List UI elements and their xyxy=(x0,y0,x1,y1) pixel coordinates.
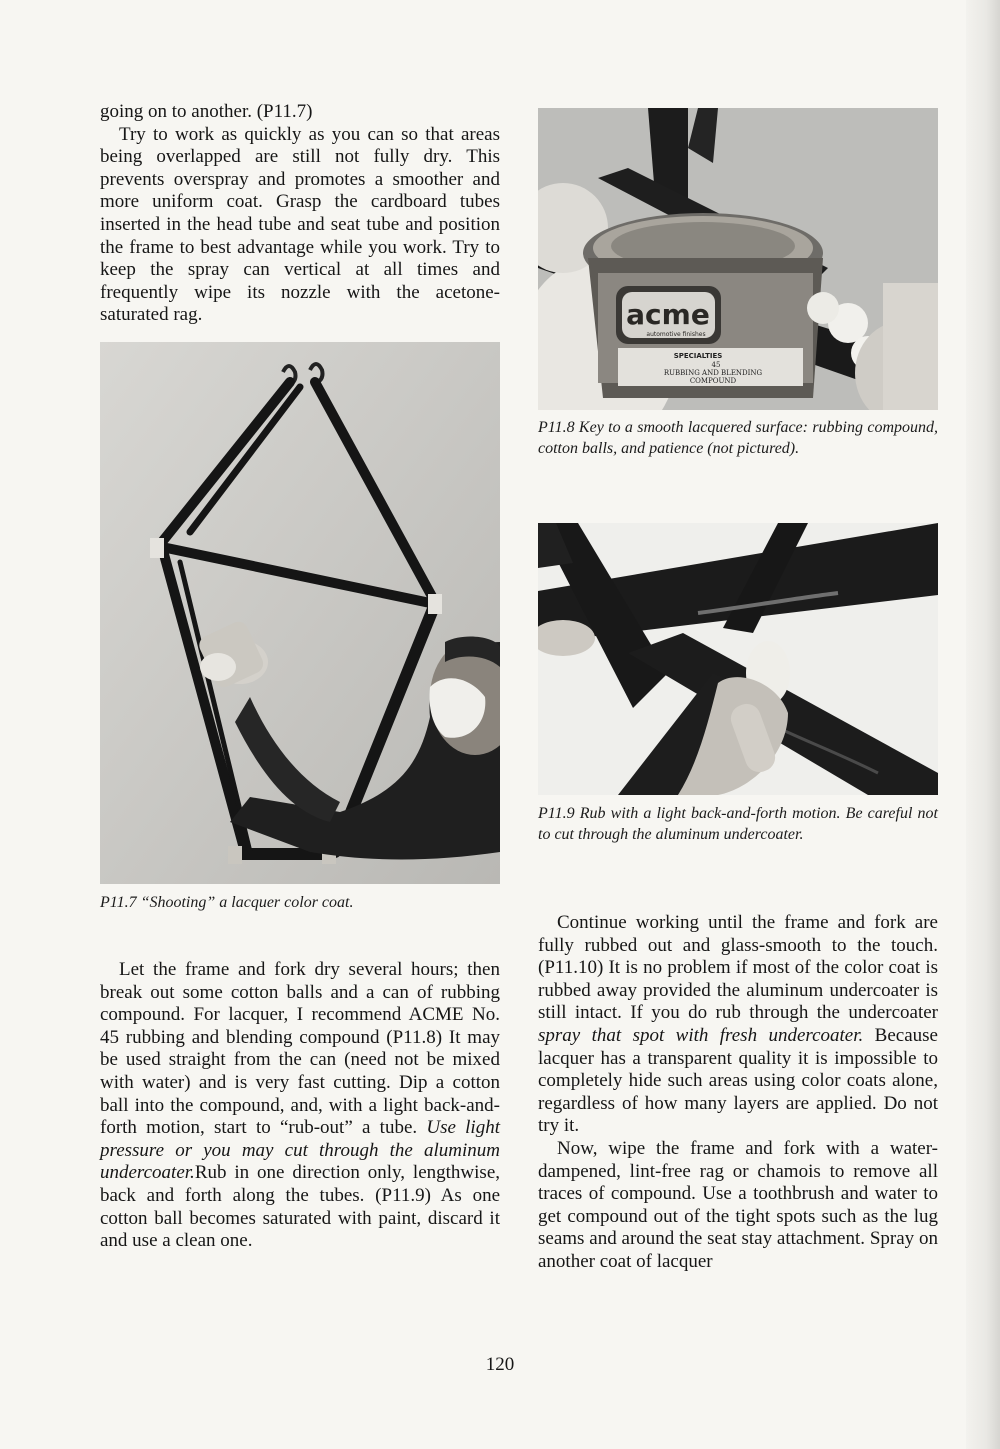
page-number: 120 xyxy=(485,1354,515,1375)
compound-can-photo xyxy=(538,108,938,410)
continue-text-part2: Because lacquer has a transparent quality it is impossible to completely hide such areas using color coats alone, regardless of how many layers are applied. Do not try it. xyxy=(538,1024,938,1137)
spraying-frame-photo xyxy=(100,342,500,884)
rubbing-text-part1: Let the frame and fork dry several hours; then break out some cotton balls and a can of rubbing compound. For lacquer, I recommend ACME No. 45 rubbing and blending compound (P11.8) It may be used straight from the can (need not be mixed with water) and is very fast cutting. Dip a cotton ball into the compound, and, with a light back-and-forth motion, start to “rub-out” a tube. xyxy=(100,959,500,1139)
can-brand-text: acme xyxy=(626,298,710,331)
paragraph-rubbing-compound xyxy=(100,959,500,1253)
can-label-compound: COMPOUND xyxy=(689,377,737,385)
bottom-right-text-column xyxy=(538,912,938,1274)
page-edge-shadow xyxy=(966,0,1000,1449)
caption-p11-9: P11.9 Rub with a light back-and-forth motion. Be careful not to cut through the aluminum undercoater. xyxy=(538,805,938,843)
bottom-left-text-column xyxy=(100,959,500,1253)
photo-p11-7-spraying-frame xyxy=(100,342,500,884)
photo-p11-8-rubbing-compound xyxy=(538,108,938,410)
photo-p11-9-rubbing-tube xyxy=(538,523,938,795)
paragraph-continue-working xyxy=(538,912,938,1138)
can-label-product: RUBBING AND BLENDING xyxy=(663,369,763,377)
can-brand-subtext: automotive finishes xyxy=(646,331,706,338)
undercoater-instruction-italic: spray that spot with fresh undercoater. xyxy=(538,1024,864,1046)
can-label-specialties: SPECIALTIES xyxy=(673,352,723,360)
paragraph-continuation: going on to another. (P11.7) xyxy=(100,101,313,122)
continue-text-part1: Continue working until the frame and fork are fully rubbed out and glass-smooth to the touch. (P11.10) It is no problem if most of the color coat is rubbed away provided the aluminum undercoater is still intact. If you do rub through the undercoater xyxy=(538,912,938,1024)
top-left-text-column xyxy=(100,101,500,327)
paragraph-spray-technique: Try to work as quickly as you can so that areas being overlapped are still not fully dry. This prevents overspray and promotes a smoother and more uniform coat. Grasp the cardboard tubes inserted in the head tube and seat tube and position the frame to best advantage while you work. Try to keep the spray can vertical at all times and frequently wipe its nozzle with the acetone-saturated rag. xyxy=(100,123,500,326)
rubbing-warning-italic: Use light pressure or you may cut through the aluminum undercoater. xyxy=(100,1117,500,1184)
caption-p11-8: P11.8 Key to a smooth lacquered surface: rubbing compound, cotton balls, and patience (not pictured). xyxy=(538,419,938,457)
paragraph-wipe-frame: Now, wipe the frame and fork with a water-dampened, lint-free rag or chamois to remove all traces of compound. Use a toothbrush and water to get compound out of the tight spots such as the lug seams and around the seat stay attachment. Spray on another coat of lacquer xyxy=(538,1137,938,1272)
rubbing-text-part2: Rub in one direction only, lengthwise, back and forth along the tubes. (P11.9) As one cotton ball becomes saturated with paint, discard it and use a clean one. xyxy=(100,1162,500,1252)
caption-p11-7: P11.7 “Shooting” a lacquer color coat. xyxy=(100,894,354,911)
can-label-number: 45 xyxy=(711,361,721,369)
rubbing-tube-photo xyxy=(538,523,938,795)
